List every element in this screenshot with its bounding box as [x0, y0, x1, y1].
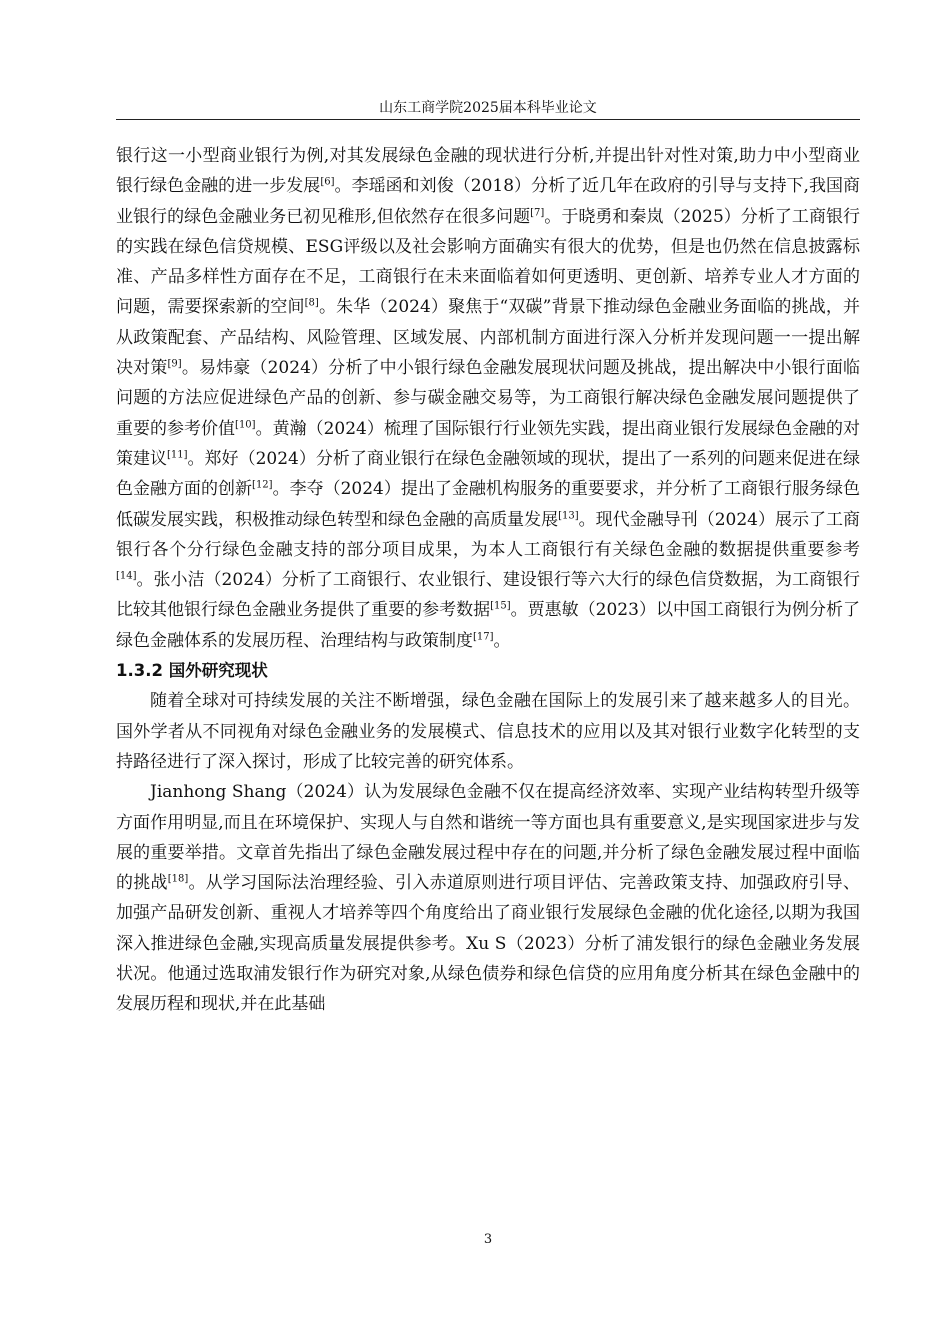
page-header: 山东工商学院2025届本科毕业论文: [379, 100, 597, 116]
citation-9: [9]: [167, 358, 182, 370]
text-run: 。从学习国际法治理经验、引入赤道原则进行项目评估、完善政策支持、加强政府引导、加强产品研发创新、重视人才培养等四个角度给出了商业银行发展绿色金融的优化途径,以期为我国深入推进绿色金融,实现高质量发展提供参考。Xu S（2023）分析了浦发银行的绿色金融业务发展状况。他通过选取浦发银行作为研究对象,从绿色债券和绿色信贷的应用角度分析其在绿色金融中的发展历程和现状,并在此基础: [116, 873, 861, 1015]
page-number: 3: [483, 1232, 493, 1247]
section-heading: 1.3.2 国外研究现状: [116, 661, 268, 681]
text-run: 。郑好（2024）分析了商业银行在绿色金融领域的现状，提出了一系列的问题来促进在绿色金融方面的创新: [116, 448, 860, 500]
citation-18: [18]: [167, 873, 189, 885]
text-run: 。易炜豪（2024）分析了中小银行绿色金融发展现状问题及挑战，提出解决中小银行面临问题的方法应促进绿色产品的创新、参与碳金融交易等，为工商银行解决绿色金融发展问题提供了重要的参考价值: [116, 358, 861, 439]
citation-15: [15]: [490, 600, 511, 612]
citation-11: [11]: [167, 449, 188, 461]
text-run: 。于晓勇和秦岚（2025）分析了工商银行的实践在绿色信贷规模、ESG评级以及社会影响方面确实有很大的优势，但是也仍然在信息披露标准、产品多样性方面存在不足，工商银行在未来面临着如何更透明、更创新、培养专业人才方面的问题，需要探索新的空间: [116, 206, 860, 318]
citation-8: [8]: [304, 297, 319, 309]
citation-12: [12]: [252, 479, 273, 491]
text-run: 。张小洁（2024）分析了工商银行、农业银行、建设银行等六大行的绿色信贷数据，为工商银行比较其他银行绿色金融业务提供了重要的参考数据: [116, 570, 860, 621]
text-run: 银行这一小型商业银行为例,对其发展绿色金融的现状进行分析,并提出针对性对策,助力中小型商业银行绿色金融的进一步发展: [116, 146, 860, 197]
text-run: 。朱华（2024）聚焦于“双碳”背景下推动绿色金融业务面临的挑战，并从政策配套、产品结构、风险管理、区域发展、内部机制方面进行深入分析并发现问题一一提出解决对策: [116, 297, 860, 379]
text-run: 。李瑶函和刘俊（2018）分析了近几年在政府的引导与支持下,我国商业银行的绿色金融业务已初见稚形,但依然存在很多问题: [116, 176, 861, 227]
text-run: 。现代金融导刊（2024）展示了工商银行各个分行绿色金融支持的部分项目成果，为本人工商银行有关绿色金融的数据提供重要参考: [116, 509, 861, 560]
paragraph-domestic-research: [116, 141, 860, 656]
citation-17: [17]: [473, 631, 494, 643]
header-divider: [116, 119, 860, 120]
paragraph-foreign-research: [116, 777, 860, 1019]
text-run: Jianhong Shang（2024）认为发展绿色金融不仅在提高经济效率、实现产业结构转型升级等方面作用明显,而且在环境保护、实现人与自然和谐统一等方面也具有重要意义,是实现国家进步与发展的重要举措。文章首先指出了绿色金融发展过程中存在的问题,并分析了绿色金融发展过程中面临的挑战: [116, 782, 860, 894]
citation-7: [7]: [530, 206, 545, 218]
paragraph-foreign-intro: 随着全球对可持续发展的关注不断增强，绿色金融在国际上的发展引来了越来越多人的目光。国外学者从不同视角对绿色金融业务的发展模式、信息技术的应用以及其对银行业数字化转型的支持路径进行了深入探讨，形成了比较完善的研究体系。: [116, 691, 860, 772]
text-run: 。: [493, 630, 511, 651]
citation-14: [14]: [116, 570, 137, 582]
citation-10: [10]: [235, 419, 256, 431]
text-run: 。贾惠敏（2023）以中国工商银行为例分析了绿色金融体系的发展历程、治理结构与政策制度: [116, 600, 860, 651]
citation-13: [13]: [558, 509, 579, 521]
text-run: 。李夺（2024）提出了金融机构服务的重要要求，并分析了工商银行服务绿色低碳发展实践，积极推动绿色转型和绿色金融的高质量发展: [116, 479, 861, 530]
citation-6: [6]: [320, 176, 335, 188]
body-text: [116, 141, 860, 1020]
text-run: 。黄瀚（2024）梳理了国际银行行业领先实践，提出商业银行发展绿色金融的对策建议: [116, 418, 861, 469]
